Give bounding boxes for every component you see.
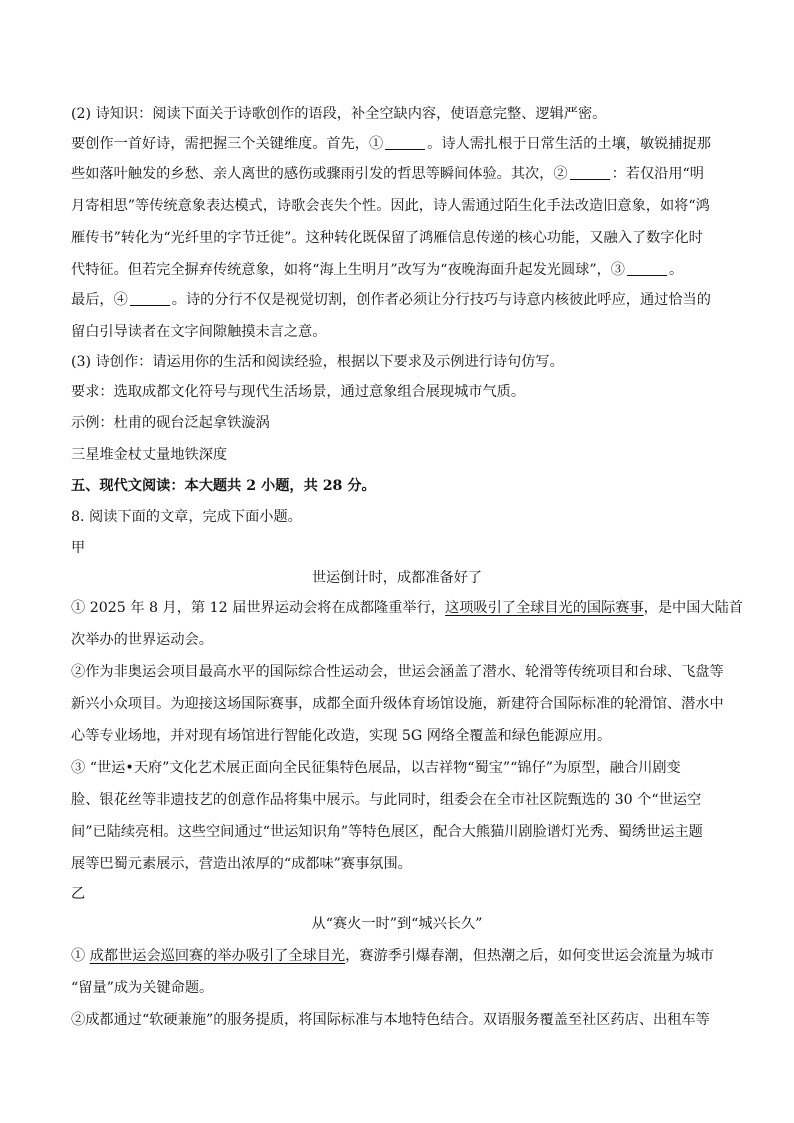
yi-paragraph-line <box>71 946 723 966</box>
underlined-phrase: 成都世运会巡回赛的举办吸引了全球目光 <box>89 948 346 964</box>
jia-paragraph-line: 心等专业场地，并对现有场馆进行智能化改造，实现 5G 网络全覆盖和绿色能源应用。 <box>71 728 612 744</box>
text-span: ① 2025 年 8 月，第 12 届世界运动会将在成都隆重举行， <box>71 600 445 616</box>
text-span: 最后，④ <box>71 292 128 308</box>
jia-paragraph-line: 脸、银花丝等非遗技艺的创意作品将集中展示。与此同时，组委会在全市社区院甄选的 30 个“世运空 <box>71 792 702 808</box>
jia-paragraph-line: 次举办的世界运动会。 <box>71 632 213 648</box>
q2-intro: (2) 诗知识：阅读下面关于诗歌创作的语段，补全空缺内容，使语意完整、逻辑严密。 <box>71 106 607 122</box>
q2-line: 留白引导读者在文字间隙触摸未言之意。 <box>71 324 327 340</box>
passage-title-yi: 从“赛火一时”到“城兴长久” <box>311 916 483 932</box>
text-span: ，是中国大陆首 <box>643 600 743 616</box>
text-span: 要创作一首好诗，需把握三个关键维度。首先，① <box>71 136 384 152</box>
blank-1 <box>385 135 425 150</box>
jia-paragraph-line: ③ “世运•天府”文化艺术展正面向全民征集特色展品，以吉祥物“蜀宝”“锦仔”为原型，融合川剧变 <box>71 760 681 776</box>
blank-4 <box>130 291 170 306</box>
passage-label-jia: 甲 <box>71 540 86 556</box>
yi-paragraph-line: ②成都通过“软硬兼施”的服务提质，将国际标准与本地特色结合。双语服务覆盖至社区药店、出租车等 <box>71 1012 710 1028</box>
text-span: ① <box>71 948 90 964</box>
q3-example: 示例：杜甫的砚台泛起拿铁漩涡 <box>71 415 270 431</box>
blank-3 <box>627 261 667 276</box>
q3-example-2: 三星堆金杖丈量地铁深度 <box>71 447 228 463</box>
q3-intro: (3) 诗创作：请运用你的生活和阅读经验，根据以下要求及示例进行诗句仿写。 <box>71 354 564 370</box>
passage-label-yi: 乙 <box>71 886 86 902</box>
passage-title-jia: 世运倒计时，成都准备好了 <box>311 570 483 586</box>
yi-paragraph-line: “留量”成为关键命题。 <box>71 980 214 996</box>
jia-paragraph-line: ②作为非奥运会项目最高水平的国际综合性运动会，世运会涵盖了潜水、轮滑等传统项目和台球、飞盘等 <box>71 664 724 680</box>
text-span: ，赛游季引爆春潮，但热潮之后，如何变世运会流量为城市 <box>345 948 714 964</box>
text-span: 。诗人需扎根于日常生活的土壤，敏锐捕捉那 <box>427 136 711 152</box>
text-span: 些如落叶触发的乡愁、亲人离世的感伤或骤雨引发的哲思等瞬间体验。其次，② <box>71 166 568 182</box>
q2-line <box>71 260 723 280</box>
blank-2 <box>570 165 610 180</box>
jia-paragraph-line: 间”已陆续亮相。这些空间通过“世运知识角”等特色展区，配合大熊猫川剧脸谱灯光秀、蜀绣世运主题 <box>71 824 703 840</box>
jia-paragraph-line: 展等巴蜀元素展示，营造出浓厚的“成都味”赛事氛围。 <box>71 856 412 872</box>
text-span: 。 <box>668 262 684 278</box>
text-span: 代特征。但若完全摒弃传统意象，如将“海上生明月”改写为“夜晚海面升起发光圆球”，③ <box>71 262 625 278</box>
jia-paragraph-line <box>71 598 743 618</box>
section-heading: 五、现代文阅读：本大题共 2 小题，共 28 分。 <box>71 478 376 494</box>
q2-line: 月寄相思”等传统意象表达模式，诗歌会丧失个性。因此，诗人需通过陌生化手法改造旧意象，如将“鸿 <box>71 198 710 214</box>
jia-paragraph-line: 新兴小众项目。为迎接这场国际赛事，成都全面升级体育场馆设施，新建符合国际标准的轮滑馆、潜水中 <box>71 696 724 712</box>
underlined-phrase: 这项吸引了全球目光的国际赛事 <box>445 600 644 616</box>
text-span: ：若仅沿用“明 <box>611 166 704 182</box>
q2-line <box>71 134 723 154</box>
q8-prompt: 8. 阅读下面的文章，完成下面小题。 <box>71 509 302 525</box>
q2-line <box>71 290 723 310</box>
text-span: 。诗的分行不仅是视觉切割，创作者必须让分行技巧与诗意内核彼此呼应，通过恰当的 <box>171 292 711 308</box>
q2-line <box>71 164 723 184</box>
q3-requirement: 要求：选取成都文化符号与现代生活场景，通过意象组合展现城市气质。 <box>71 384 526 400</box>
q2-line: 雁传书”转化为“光纤里的字节迁徙”。这种转化既保留了鸿雁信息传递的核心功能，又融入了数字化时 <box>71 230 703 246</box>
